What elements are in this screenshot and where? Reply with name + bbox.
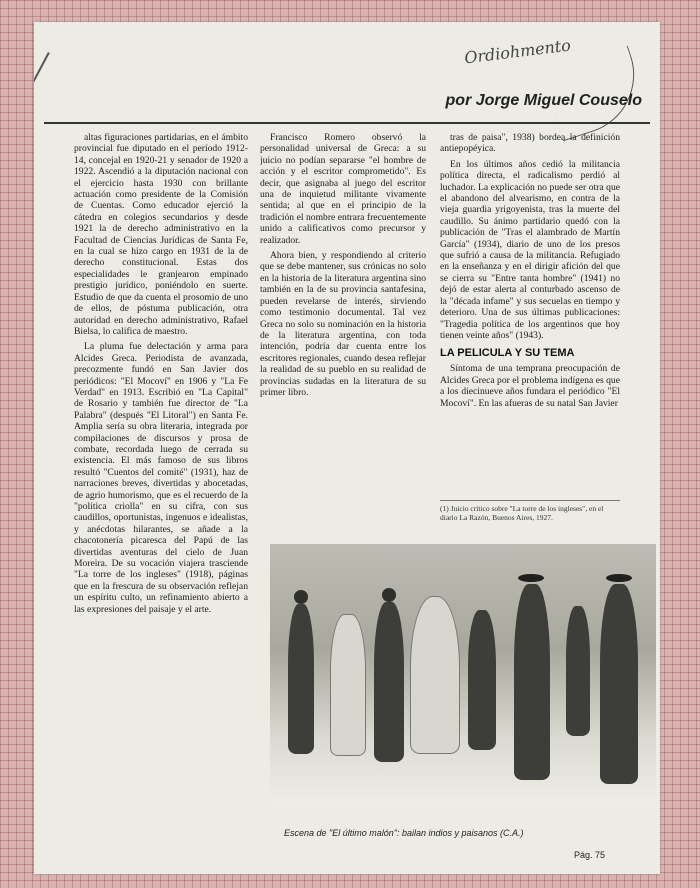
article-byline: por Jorge Miguel Couselo [445, 92, 642, 109]
figure-silhouette [410, 596, 460, 754]
figure-silhouette [566, 606, 590, 736]
figure-head [294, 590, 308, 604]
hat-shape [518, 574, 544, 582]
newspaper-clipping [34, 22, 660, 874]
paragraph: Ahora bien, y respondiendo al criterio que se debe mantener, sus crónicas no solo en la historia de la literatura argentina sino también en la de su provincia santafesina, pueden revelarse de interés, sirviendo como testimonio documental. Tal vez Greca no solo su nominación en la historia de la literatura argentina, con toda intención, podría dar cuenta entre los escritores regionales, cuando desea reflejar la realidad de su pueblo en su realidad de provincias sudadas en la literatura de su primer libro. [260, 250, 426, 398]
header-rule [44, 122, 650, 124]
figure-silhouette [600, 584, 638, 784]
section-heading: LA PELICULA Y SU TEMA [440, 347, 575, 360]
article-column-2 [260, 132, 426, 542]
figure-head [382, 588, 396, 602]
paragraph: La pluma fue delectación y arma para Alcides Greca. Periodista de avanzada, precozmente fundó en San Javier dos periódicos: "El Mocoví" en 1906 y "La Fe Verdad" en 1913. Escribió en "La Capital" de Rosario y también fue director de "La Palabra" (después "El Litoral") en Santa Fe. Amplia sería su obra literaria, integrada por compilaciones de discursos y prosa de combate, recordada luego de cerrada su existencia. El más famoso de sus libros resultó "Cuentos del comité" (1931), haz de narraciones breves, divertidas y abocetadas, de agrio humorismo, que es el recuerdo de la "política criolla" en su cifra, con sus caudillos, oportunistas, ingenuos e idealistas, y anécdotas hilarantes, se añade a la chacotonería picaresca del Papú de las divertidas aventuras del cielo de Juan Moreira. De su vocación viajera trasciende "La torre de los ingleses" (1918), páginas que en la frescura de su observación reflejan un espíritu culto, un refinamiento abierto a las expresiones del paisaje y el arte. [74, 341, 248, 615]
paragraph: altas figuraciones partidarias, en el ámbito provincial fue diputado en el período 1912-14, concejal en 1920-21 y senador de 1920 a 1922. Ascendió a la diputación nacional con el ejercicio hasta 1930 con brillante actuación como presidente de la Comisión de Cuentas. Como educador ejerció la cátedra en colegios secundarios y desde 1921 la de derecho administrativo en la Facultad de Ciencias Jurídicas de Santa Fe, en la cual se hizo cargo en 1931 de la de derecho constitucional. Estas dos especialidades le granjearon empinado prestigio jurídico, poniéndolo en suerte. Estudio de que da cuenta el prosomio de uno de ellos, de póstuma publicación, otra autoridad en derecho administrativo, Rafael Bielsa, lo califica de maestro. [74, 132, 248, 337]
figure-silhouette [514, 584, 550, 780]
film-still-photo [270, 544, 656, 806]
figure-silhouette [330, 614, 366, 756]
paragraph: En los últimos años cedió la militancia política directa, el radicalismo perdió al luchador. La explicación no puede ser otra que el abandono del alvearismo, en contra de la vieja guardia yrigoyenista, tras la muerte del caudillo. Su ánimo partidario quedó con la publicación de "Tras el alambrado de Martín García" (1934), diario de uno de los presos que sufrió a causa de la militancia. Refugiado en la enseñanza y en el dirigir afición del que se cierra su "Entre tanta hombre" (1941) no dejó de estar alerta al conturbado ascenso de la "década infame" y sus secuelas en tiempo y deterioro. Una de sus últimas publicaciones: "Tragedia política de los argentinos que hoy tienen veinte años" (1943). [440, 158, 620, 341]
figure-silhouette [288, 604, 314, 754]
paragraph: Síntoma de una temprana preocupación de Alcides Greca por el problema indígena es que a los diecinueve años fundara el periódico "El Mocoví". En las afueras de su natal San Javier [440, 363, 620, 409]
paragraph: tras de paisa", 1938) bordea la definición antiepopéyica. [440, 132, 620, 155]
footnote: (1) Juicio crítico sobre "La torre de los ingleses", en el diario La Razón, Buenos Aires, 1927. [440, 500, 620, 522]
figure-silhouette [374, 602, 404, 762]
paragraph: Francisco Romero observó la personalidad universal de Greca: a su juicio no podían separarse "el hombre de acción y el escritor comprometido". Es decir, que asignaba al juego del escritor una de inquietud militante vivamente sentida; al que en el principio de la tradición el nombre entrara frecuentemente unido a calificativos como precursor y realizador. [260, 132, 426, 246]
hat-shape [606, 574, 632, 582]
figure-silhouette [468, 610, 496, 750]
photo-caption: Escena de "El último malón": bailan indios y paisanos (C.A.) [284, 828, 524, 838]
article-column-1 [74, 132, 248, 842]
handwritten-note: Ordiohmento [463, 35, 572, 68]
page-number: Pág. 75 [574, 850, 606, 860]
article-column-3 [440, 132, 620, 492]
